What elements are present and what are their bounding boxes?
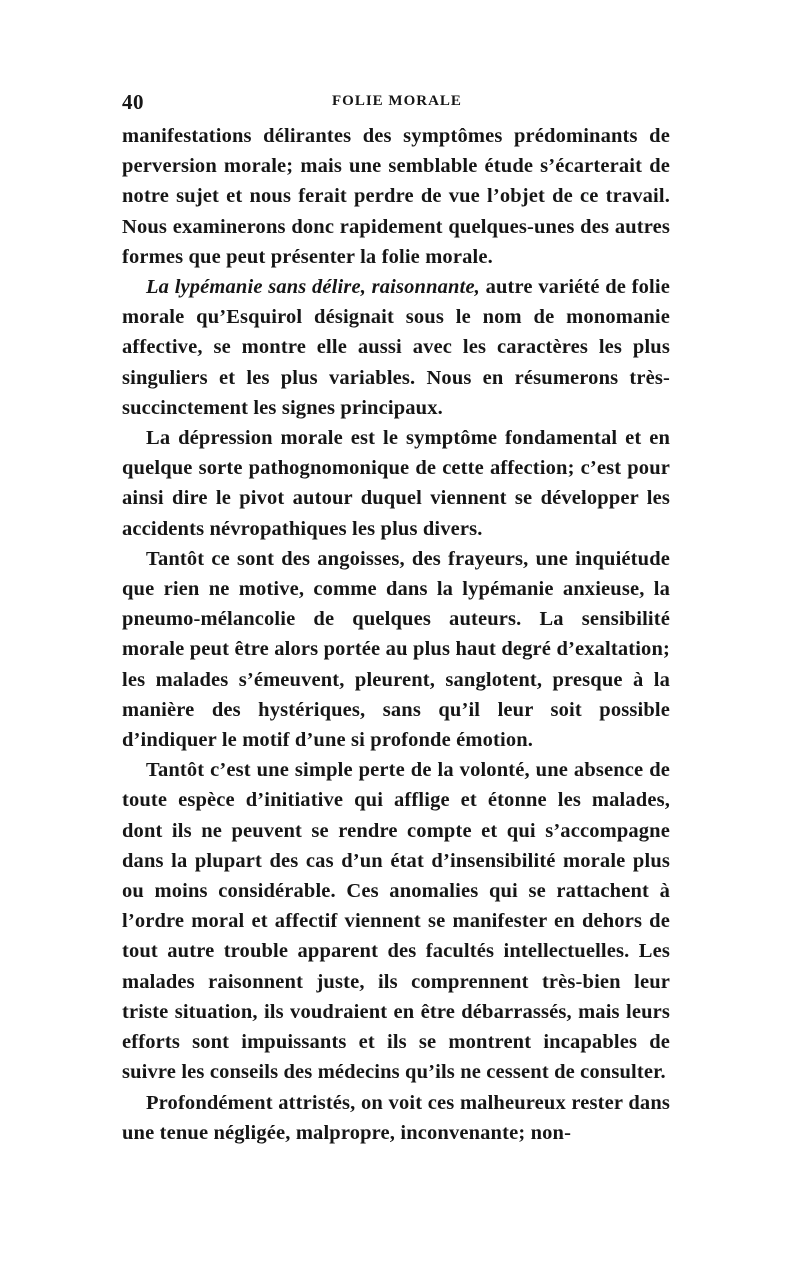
paragraph-3-depression: La dépression morale est le symptôme fondamental et en quelque sorte pathognomonique de cette affection; c’est pour ainsi dire le pivot autour duquel viennent se développer les accidents névropathiques les plus divers. bbox=[122, 427, 670, 540]
paragraph-2-text: autre variété de folie morale qu’Esquirol désignait sous le nom de monomanie affective, se montre elle aussi avec les caractères les plus singuliers et les plus variables. Nous en résumerons très-succinctement les signes principaux. bbox=[122, 276, 670, 419]
paragraph-1-continuation: manifestations délirantes des symptômes prédominants de perversion morale; mais une semblable étude s’écarterait de notre sujet et nous ferait perdre de vue l’objet de ce travail. Nous examinerons donc rapidement quelques-unes des autres formes que peut présenter la folie morale. bbox=[122, 125, 670, 268]
paragraph-5-volonte: Tantôt c’est une simple perte de la volonté, une absence de toute espèce d’initiative qui afflige et étonne les malades, dont ils ne peuvent se rendre compte et qui s’accompagne dans la plupart des cas d’un état d’insensibilité morale plus ou moins considérable. Ces anomalies qui se rattachent à l’ordre moral et affectif viennent se manifester en dehors de tout autre trouble apparent des facultés intellectuelles. Les malades raisonnent juste, ils comprennent très-bien leur triste situation, ils voudraient en être débarrassés, mais leurs efforts sont impuissants et ils se montrent incapables de suivre les conseils des médecins qu’ils ne cessent de consulter. bbox=[122, 759, 670, 1084]
paragraph-4-angoisses: Tantôt ce sont des angoisses, des frayeurs, une inquiétude que rien ne motive, comme dans la lypémanie anxieuse, la pneumo-mélancolie de quelques auteurs. La sensibilité morale peut être alors portée au plus haut degré d’exaltation; les malades s’émeuvent, pleurent, sanglotent, presque à la manière des hystériques, sans qu’il leur soit possible d’indiquer le motif d’une si profonde émotion. bbox=[122, 547, 670, 752]
page-number: 40 bbox=[122, 90, 144, 114]
paragraph-6-attristes: Profondément attristés, on voit ces malheureux rester dans une tenue négligée, malpropre, inconvenante; non- bbox=[122, 1091, 670, 1144]
running-title: FOLIE MORALE bbox=[332, 93, 462, 109]
italic-lead: La lypémanie sans délire, raisonnante, bbox=[146, 276, 480, 299]
body-text bbox=[122, 121, 670, 1148]
paragraph-2-lypemanie bbox=[122, 272, 670, 423]
running-head bbox=[122, 90, 670, 114]
